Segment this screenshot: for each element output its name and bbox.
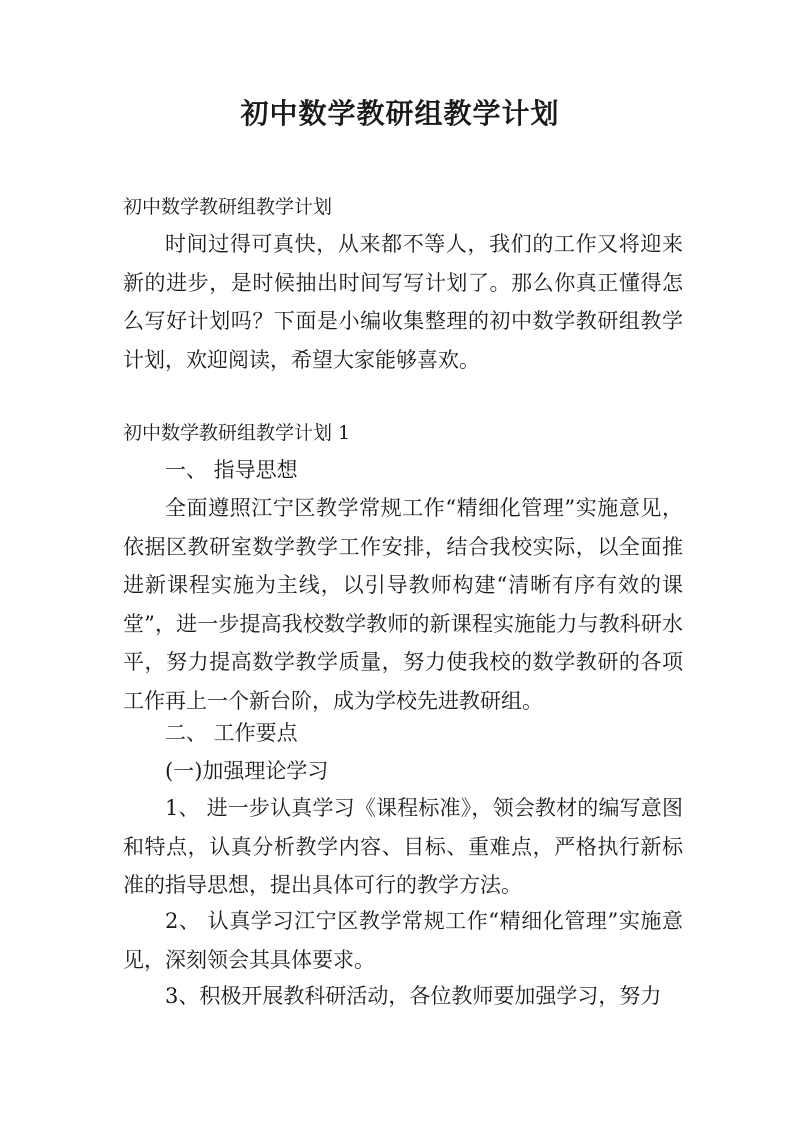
intro-paragraph: 时间过得可真快，从来都不等人，我们的工作又将迎来新的进步，是时候抽出时间写写计划了。那么你真正懂得怎么写好计划吗？下面是小编收集整理的初中数学教研组教学计划，欢迎阅读，希望大家能够喜欢。 — [123, 232, 683, 372]
document-title: 初中数学教研组教学计划 — [240, 97, 560, 130]
section-2-heading: 二、 工作要点 — [165, 721, 298, 745]
list-item-3: 3、积极开展教科研活动，各位教师要加强学习，努力 — [165, 984, 662, 1008]
section-1-heading: 一、 指导思想 — [165, 458, 298, 482]
plan-1-heading: 初中数学教研组教学计划 1 — [123, 422, 351, 444]
list-item-1: 1、 进一步认真学习《课程标准》，领会教材的编写意图和特点，认真分析教学内容、目标、重难点，严格执行新标准的指导思想，提出具体可行的教学方法。 — [123, 796, 683, 897]
document-subtitle: 初中数学教研组教学计划 — [123, 196, 333, 218]
list-item-2: 2、 认真学习江宁区教学常规工作“精细化管理”实施意见，深刻领会其具体要求。 — [123, 909, 683, 972]
subsection-1-heading: (一)加强理论学习 — [165, 759, 329, 783]
section-1-paragraph: 全面遵照江宁区教学常规工作“精细化管理”实施意见，依据区教研室数学教学工作安排，结合我校实际，以全面推进新课程实施为主线，以引导教师构建“清晰有序有效的课堂”，进一步提高我校数学教师的新课程实施能力与教科研水平，努力提高数学教学质量，努力使我校的数学教研的各项工作再上一个新台阶，成为学校先进教研组。 — [123, 496, 683, 713]
